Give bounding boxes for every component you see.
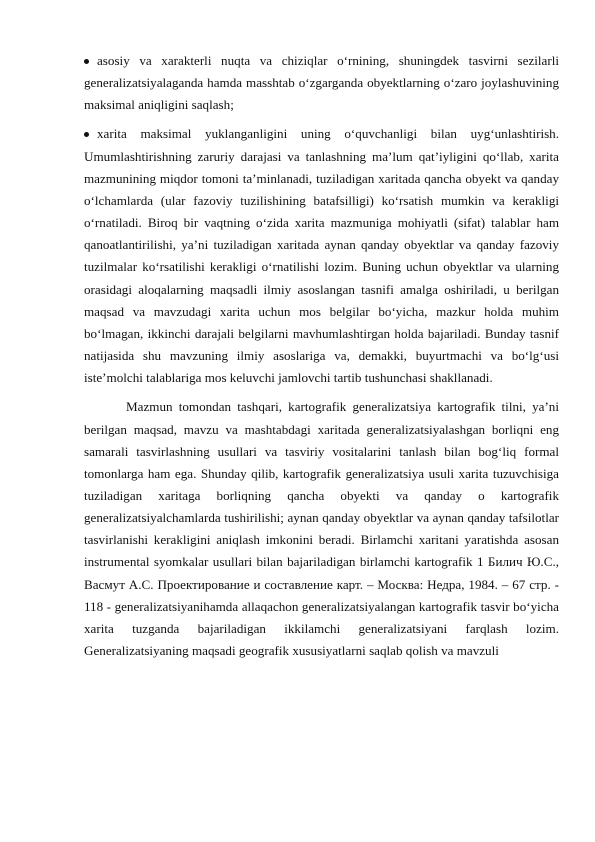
bullet-dot-icon <box>84 50 93 59</box>
bullet-text-2: xarita maksimal yuklanganligini uning o‘quvchanligi bilan uyg‘unlashtirish. Umumlashtirishning zaruriy darajasi va tanlashning ma’lum qat’iyligini qo‘llab, xarita mazmunining miqdor tomoni ta’minlanadi, tuziladigan xaritada qancha obyekt va qanday o‘lchamlarda (ular fazoviy tuzilishining batafsilligi) ko‘rsatish mumkin va kerakligi o‘rnatiladi. Biroq bir vaqtning o‘zida xarita mazmuniga mohiyatli (sifat) talablar ham qanoatlantirilishi, ya’ni tuziladigan xaritada aynan qanday obyektlar va qanday fazoviy tuzilmalar ko‘rsatilishi kerakligi o‘rnatilishi lozim. Buning uchun obyektlar va ularning orasidagi aloqalarning maqsadli ilmiy asoslangan tasnifi amalga oshiriladi, u berilgan maqsad va mavzudagi xarita uchun mos belgilar bo‘yicha, mazkur holda muhim bo‘lmagan, ikkinchi darajali belgilarni mavhumlashtirgan holda bajariladi. Bunday tasnif natijasida shu mavzuning ilmiy asoslariga va, demakki, buyurtmachi va bo‘lg‘usi iste’molchi talablariga mos keluvchi jamlovchi tartib tushunchasi shakllanadi. <box>84 126 559 386</box>
bullet-item-2 <box>84 123 559 389</box>
bullet-text-1: asosiy va xarakterli nuqta va chiziqlar o‘rnining, shuningdek tasvirni sezilarli generalizatsiyalaganda hamda masshtab o‘zgarganda obyektlarning o‘zaro joylashuvining maksimal aniqligini saqlash; <box>84 53 559 113</box>
bullet-item-1 <box>84 50 559 116</box>
bullet-dot-icon <box>84 123 93 132</box>
body-paragraph: Mazmun tomondan tashqari, kartografik generalizatsiya kartografik tilni, ya’ni berilgan maqsad, mavzu va mashtabdagi xaritada generalizatsiyalashgan borliqni eng samarali tasvirlashning usullari va tasviriy vositalarini tanlash bilan bog‘liq formal tomonlarga ham ega. Shunday qilib, kartografik generalizatsiya usuli xarita tuzuvchisiga tuziladigan xaritaga borliqning qancha obyekti va qanday o kartografik generalizatsiyalchamlarda tushirilishi; aynan qanday obyektlar va aynan qanday tafsilotlar tasvirlanishi kerakligini aniqlash imkonini beradi. Birlamchi xaritani yaratishda asosan instrumental syomkalar usullari bilan bajariladigan birlamchi kartografik 1 Билич Ю.С., Васмут А.С. Проектирование и составление карт. – Москва: Недра, 1984. – 67 стр. - 118 - generalizatsiyanihamda allaqachon generalizatsiyalangan kartografik tasvir bo‘yicha xarita tuzganda bajariladigan ikkilamchi generalizatsiyani farqlash lozim. Generalizatsiyaning maqsadi geografik xususiyatlarni saqlab qolish va mavzuli <box>84 399 559 659</box>
document-page <box>84 50 559 662</box>
